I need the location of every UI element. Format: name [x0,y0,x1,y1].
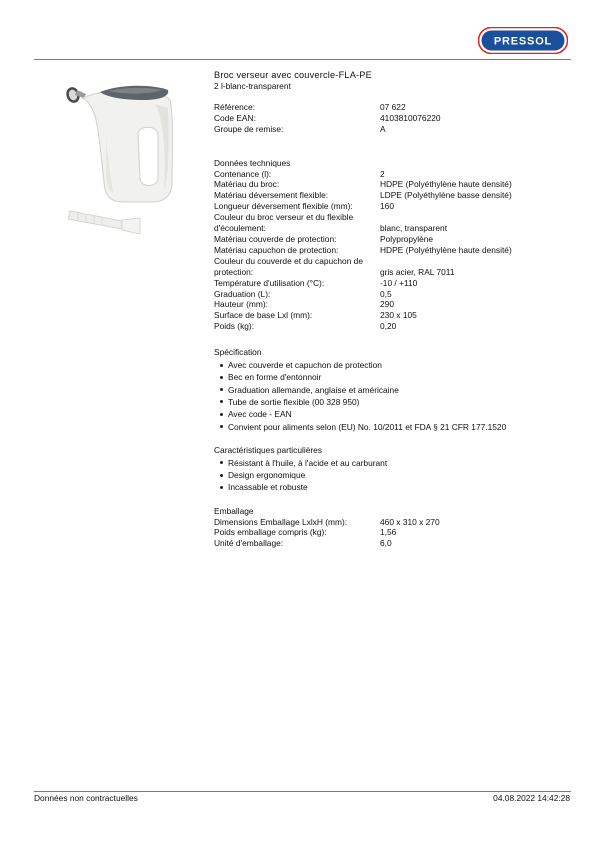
packaging-key: Unité d'emballage: [214,538,284,549]
technical-key: Matériau déversement flexible: [214,190,329,201]
list-item [214,408,574,420]
pressol-logo [478,27,568,54]
product-subtitle: 2 l-blanc-transparent [214,81,291,91]
bullet-icon [220,376,223,379]
packaging-value: 6,0 [380,538,392,549]
specification-list [214,359,574,433]
technical-row [214,310,574,321]
list-item-text: Tube de sortie flexible (00 328 950) [228,396,360,407]
technical-key: Contenance (l): [214,168,272,179]
technical-key: protection: [214,266,254,277]
technical-key: d'écoulement: [214,223,266,234]
technical-key: Surface de base Lxl (mm): [214,310,313,321]
technical-row [214,245,574,256]
product-title: Broc verseur avec couvercle-FLA-PE [214,70,372,80]
technical-key: Poids (kg): [214,321,255,332]
packaging-key: Dimensions Emballage LxlxH (mm): [214,516,348,527]
technical-row [214,212,574,223]
technical-row [214,299,574,310]
discount-group-label: Groupe de remise: [214,123,284,134]
technical-value: Polypropylène [380,233,434,244]
features-section-title: Caractéristiques particulières [214,444,322,455]
technical-key: Graduation (L): [214,288,271,299]
list-item [214,421,574,433]
packaging-row [214,538,574,549]
technical-value [380,256,574,267]
bullet-icon [220,425,223,428]
footer-timestamp: 04.08.2022 14:42:28 [493,793,570,803]
technical-key: Couleur du couverde et du capuchon de [214,255,363,266]
list-item-text: Bec en forme d'entonnoir [228,372,322,383]
list-item [214,481,574,493]
reference-value: 07 622 [380,101,406,112]
technical-value [380,212,574,223]
discount-group-row [214,124,574,135]
packaging-table [214,517,574,550]
discount-group-value: A [380,123,386,134]
bullet-icon [220,388,223,391]
technical-value: 290 [380,299,394,310]
technical-section-title: Données techniques [214,157,291,168]
list-item [214,469,574,481]
bullet-icon [220,413,223,416]
list-item-text: Avec couverde et capuchon de protection [228,360,382,371]
technical-value: -10 / +110 [380,277,418,288]
technical-row [214,278,574,289]
technical-key: Température d'utilisation (°C): [214,277,325,288]
technical-key: Couleur du broc verseur et du flexible [214,212,354,223]
technical-value: gris acier, RAL 7011 [380,266,455,277]
reference-label: Référence: [214,101,255,112]
pressol-logo-text: PRESSOL [493,35,553,48]
ean-row [214,113,574,124]
technical-value: HDPE (Polyéthylène haute densité) [380,179,512,190]
footer-disclaimer: Données non contractuelles [34,793,138,803]
technical-value: 0,20 [380,321,397,332]
technical-row [214,169,574,180]
technical-value: HDPE (Polyéthylène haute densité) [380,244,512,255]
bullet-icon [220,486,223,489]
ean-value: 4103810076220 [380,112,441,123]
product-sheet [214,70,574,549]
technical-value: 0,5 [380,288,392,299]
bullet-icon [220,364,223,367]
technical-value: 230 x 105 [380,310,417,321]
technical-value: LDPE (Polyéthylène basse densité) [380,190,512,201]
packaging-section-title: Emballage [214,505,254,516]
list-item [214,371,574,383]
technical-key: Matériau du broc: [214,179,280,190]
packaging-value: 460 x 310 x 270 [380,516,440,527]
packaging-value: 1,56 [380,527,397,538]
list-item [214,384,574,396]
list-item-text: Convient pour aliments selon (EU) No. 10/2011 et FDA § 21 CFR 177.1520 [228,421,507,432]
list-item-text: Graduation allemande, anglaise et américaine [228,384,399,395]
technical-value: 160 [380,201,394,212]
technical-key: Matériau capuchon de protection: [214,244,339,255]
technical-row [214,289,574,300]
list-item-text: Résistant à l'huile, à l'acide et au carburant [228,457,388,468]
technical-row [214,190,574,201]
packaging-row [214,517,574,528]
specification-section-title: Spécification [214,347,262,358]
technical-row [214,201,574,212]
header-divider [34,59,571,60]
technical-row [214,256,574,267]
features-list [214,457,574,494]
technical-value: 2 [380,168,385,179]
bullet-icon [220,400,223,403]
product-image [60,78,190,248]
bullet-icon [220,474,223,477]
packaging-row [214,527,574,538]
list-item-text: Incassable et robuste [228,482,308,493]
ean-label: Code EAN: [214,112,256,123]
list-item-text: Design ergonomique [228,470,306,481]
technical-row [214,179,574,190]
technical-table [214,169,574,333]
technical-row [214,321,574,332]
list-item [214,396,574,408]
technical-row [214,267,574,278]
technical-key: Hauteur (mm): [214,299,268,310]
list-item [214,359,574,371]
reference-row [214,102,574,113]
list-item-text: Avec code - EAN [228,409,292,420]
technical-key: Matériau couverde de protection: [214,233,337,244]
bullet-icon [220,461,223,464]
footer-divider [34,791,571,792]
technical-value: blanc, transparent [380,223,448,234]
technical-row [214,223,574,234]
technical-row [214,234,574,245]
packaging-key: Poids emballage compris (kg): [214,527,327,538]
list-item [214,457,574,469]
technical-key: Longueur déversement flexible (mm): [214,201,353,212]
